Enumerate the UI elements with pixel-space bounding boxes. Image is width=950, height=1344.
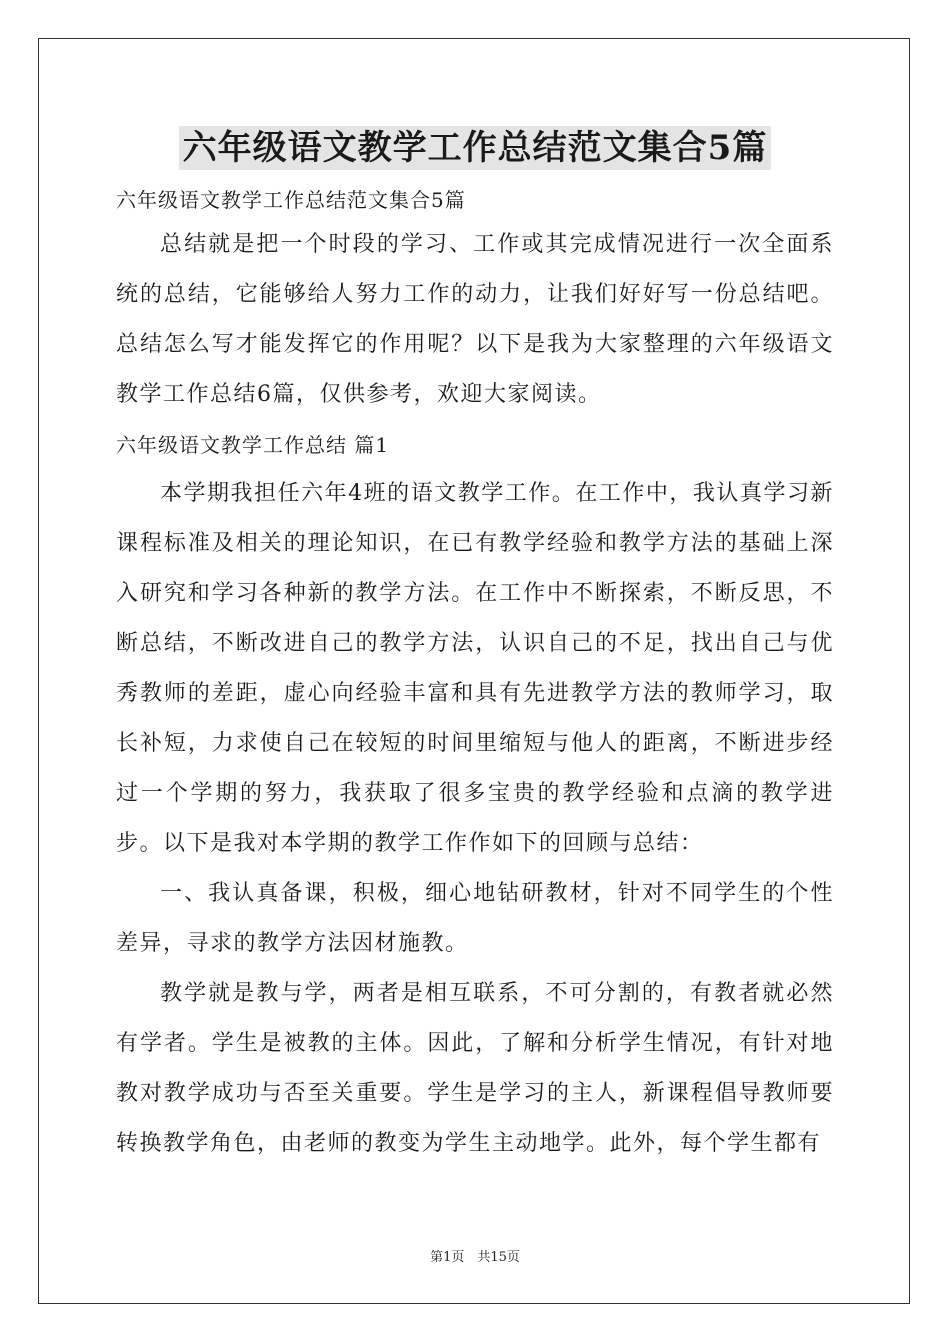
body-paragraph: 一、我认真备课，积极，细心地钻研教材，针对不同学生的个性差异，寻求的教学方法因材施教。: [116, 881, 834, 956]
page-footer: [0, 1246, 950, 1265]
document-body: [116, 180, 834, 1169]
document-subtitle: 六年级语文教学工作总结范文集合5篇: [116, 188, 466, 212]
page-number-label: 第1页 共15页: [430, 1250, 520, 1265]
section-heading: 六年级语文教学工作总结 篇1: [116, 433, 390, 457]
document-title-text: 六年级语文教学工作总结范文集合5篇: [179, 126, 772, 170]
body-paragraph: 本学期我担任六年4班的语文教学工作。在工作中，我认真学习新课程标准及相关的理论知识，在已有教学经验和教学方法的基础上深入研究和学习各种新的教学方法。在工作中不断探索，不断反思，不断总结，不断改进自己的教学方法，认识自己的不足，找出自己与优秀教师的差距，虚心向经验丰富和具有先进教学方法的教师学习，取长补短，力求使自己在较短的时间里缩短与他人的距离，不断进步经过一个学期的努力，我获取了很多宝贵的教学经验和点滴的教学进步。以下是我对本学期的教学工作作如下的回顾与总结：: [116, 481, 834, 856]
intro-paragraph: 总结就是把一个时段的学习、工作或其完成情况进行一次全面系统的总结，它能够给人努力工作的动力，让我们好好写一份总结吧。总结怎么写才能发挥它的作用呢？以下是我为大家整理的六年级语文教学工作总结6篇，仅供参考，欢迎大家阅读。: [116, 232, 834, 407]
document-title: [0, 126, 950, 170]
body-paragraph: 教学就是教与学，两者是相互联系，不可分割的，有教者就必然有学者。学生是被教的主体。因此，了解和分析学生情况，有针对地教对教学成功与否至关重要。学生是学习的主人，新课程倡导教师要转换教学角色，由老师的教变为学生主动地学。此外，每个学生都有: [116, 981, 834, 1156]
